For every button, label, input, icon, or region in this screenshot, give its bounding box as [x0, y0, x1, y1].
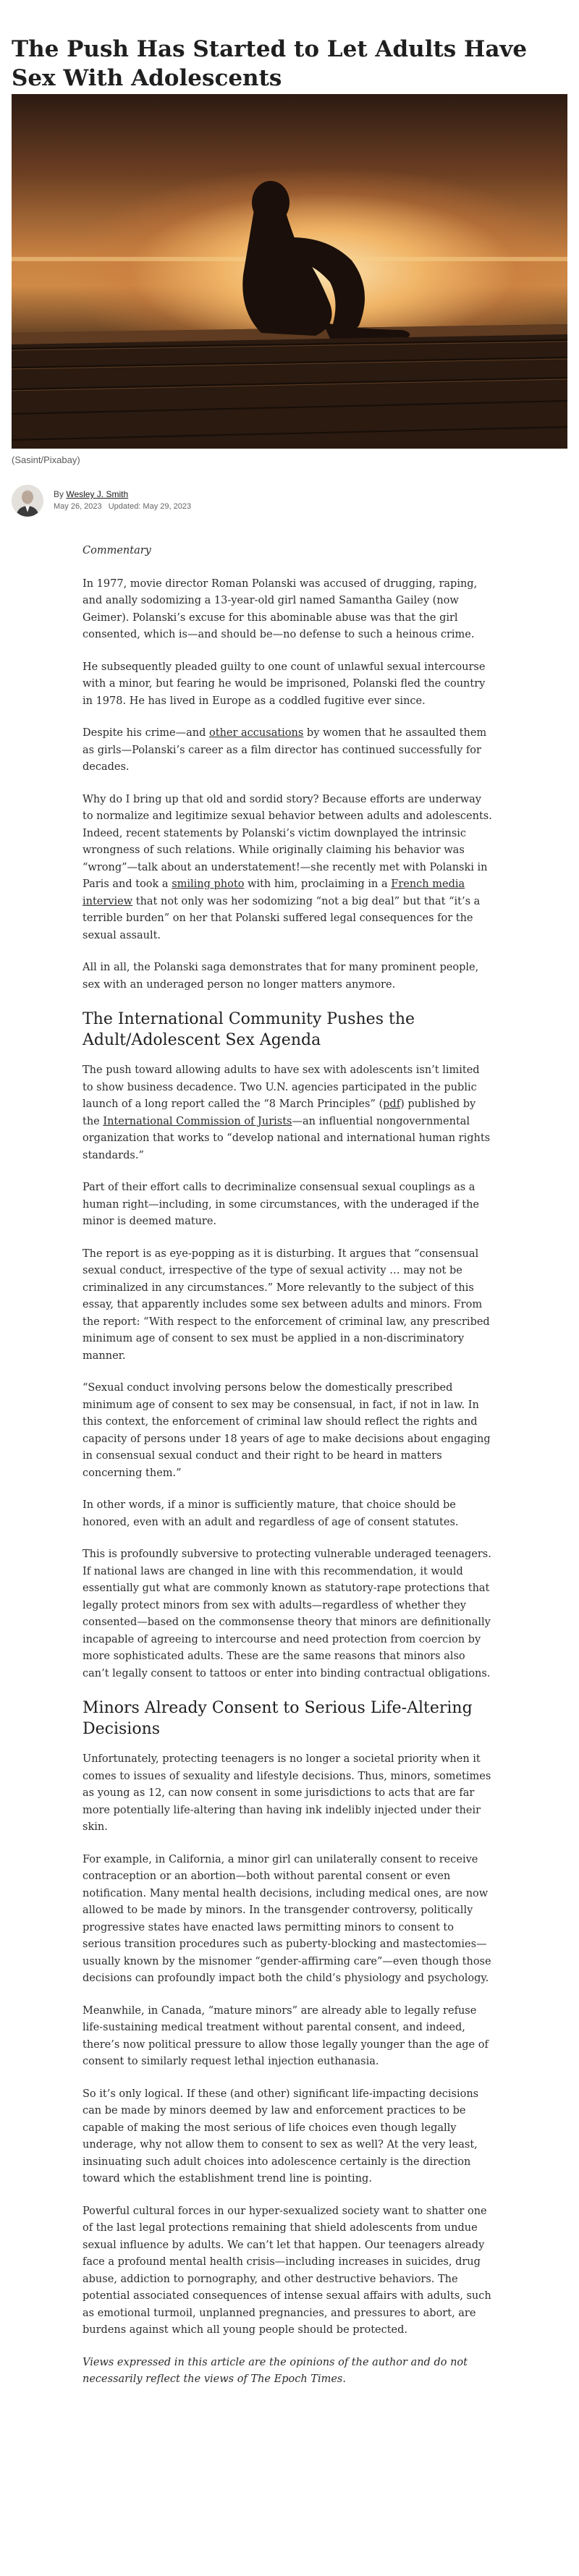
person-icon — [12, 485, 43, 517]
paragraph: Powerful cultural forces in our hyper-sexualized society want to shatter one of the last legal protections remaining that shield adolescents from undue sexual influence by adults. We can’t let that happen. Our teenagers already face a profound mental health crisis—including increases in suicides, drug abuse, addiction to pornography, and other destructive behaviors. The potential associated consequences of intense sexual affairs with adults, such as emotional turmoil, unplanned pregnancies, and pressures to abort, are burdens against which all young people should be protected. — [83, 2205, 491, 2336]
paragraph: This is profoundly subversive to protecting vulnerable underaged teenagers. If national laws are changed in line with this recommendation, it would essentially gut what are commonly known as statutory-rape protections that legally protect minors from sex with adults—regardless of whether they consented—based on the commonsense theory that minors are definitionally incapable of agreeing to intercourse and need protection from coercion by more sophisticated adults. These are the same reasons that minors also can’t legally consent to tattoos or enter into binding contractual obligations. — [83, 1548, 491, 1679]
section-heading: Minors Already Consent to Serious Life-Altering Decisions — [83, 1699, 473, 1738]
author-byline — [54, 489, 128, 499]
french-interview-link[interactable]: French media interview — [83, 878, 465, 907]
paragraph: Part of their effort calls to decriminalize consensual sexual couplings as a human right—including, in some circumstances, with the underaged if the minor is deemed mature. — [83, 1182, 479, 1227]
article-headline: The Push Has Started to Let Adults Have Sex With Adolescents — [12, 36, 528, 91]
paragraph: Meanwhile, in Canada, “mature minors” are already able to legally refuse life-sustaining medical treatment without parental consent, and indeed, there’s now political pressure to allow those legally younger than the age of consent to similarly request lethal injection euthanasia. — [83, 2004, 489, 2067]
text-span: ) published by the — [83, 1098, 476, 1127]
paragraph — [83, 725, 492, 776]
paragraph: Unfortunately, protecting teenagers is no longer a societal priority when it comes to issues of sexuality and lifestyle decisions. Thus, minors, sometimes as young as 12, can now consent in some jurisdictions to acts that are far more potentially life-altering than having ink indelibly injected under their skin. — [83, 1753, 491, 1833]
icj-link[interactable]: International Commission of Jurists — [103, 1115, 292, 1127]
paragraph: In 1977, movie director Roman Polanski was accused of drugging, raping, and anally sodomizing a 13-year-old girl named Samantha Gailey (now Geimer). Polanski’s excuse for this abominable abuse was that the girl consented, which is—and should be—no defense to such a heinous crime. — [83, 577, 478, 640]
hero-image — [12, 94, 567, 449]
paragraph: “Sexual conduct involving persons below the domestically prescribed minimum age of consent to sex may be consensual, in fact, if not in law. In this context, the enforcement of criminal law should reflect the rights and capacity of persons under 18 years of age to make decisions about engaging in consensual sexual conduct and their right to be heard in matters concerning them.” — [83, 1382, 491, 1479]
text-span: Despite his crime—and — [83, 727, 210, 739]
silhouette-photo-icon — [12, 94, 567, 449]
text-span: The push toward allowing adults to have sex with adolescents isn’t limited to show business decadence. Two U.N. agencies participated in the public launch of a long report called the “8 March Principles” ( — [83, 1064, 480, 1110]
section-heading: The International Community Pushes the Adult/Adolescent Sex Agenda — [83, 1010, 415, 1049]
image-caption: (Sasint/Pixabay) — [12, 454, 80, 465]
text-span: that not only was her sodomizing “not a big deal” but that “it’s a terrible burden” on her that Polanski suffered legal consequences for the sexual assault. — [83, 895, 481, 941]
author-row — [12, 485, 301, 520]
published-date: May 26, 2023 — [54, 502, 102, 511]
article-dates — [54, 502, 195, 511]
author-avatar[interactable] — [12, 485, 43, 517]
other-accusations-link[interactable]: other accusations — [209, 727, 304, 739]
article-body — [83, 543, 492, 2404]
paragraph: The report is as eye-popping as it is disturbing. It argues that “consensual sexual conduct, irrespective of the type of sexual activity … may not be criminalized in any circumstances.” More relevantly to the subject of this essay, that apparently includes some sex between adults and minors. From the report: “With respect to the enforcement of criminal law, any prescribed minimum age of consent to sex must be applied in a non-discriminatory manner. — [83, 1247, 490, 1362]
updated-date: Updated: May 29, 2023 — [108, 502, 192, 511]
byline-prefix: By — [54, 489, 67, 499]
author-name-link[interactable]: Wesley J. Smith — [66, 489, 129, 499]
text-span: with him, proclaiming in a — [244, 878, 392, 890]
paragraph — [83, 1062, 492, 1164]
paragraph: He subsequently pleaded guilty to one count of unlawful sexual intercourse with a minor, but fearing he would be imprisoned, Polanski fled the country in 1978. He has lived in Europe as a coddled fugitive ever since. — [83, 661, 486, 707]
paragraph: All in all, the Polanski saga demonstrates that for many prominent people, sex with an underaged person no longer matters anymore. — [83, 962, 479, 991]
paragraph: In other words, if a minor is sufficiently mature, that choice should be honored, even with an adult and regardless of age of consent statutes. — [83, 1499, 459, 1528]
text-span: Why do I bring up that old and sordid story? Because efforts are underway to normalize and legitimize sexual behavior between adults and adolescents. Indeed, recent statements by Polanski’s victim downplayed the intrinsic wrongness of such relations. While originally claiming his behavior was “wrong”—talk about an understatement!—she recently met with Polanski in Paris and took a — [83, 793, 492, 890]
author-disclaimer: Views expressed in this article are the opinions of the author and do not necessarily reflect the views of The Epoch Times. — [83, 2356, 468, 2385]
article-kicker: Commentary — [83, 545, 151, 556]
paragraph: So it’s only logical. If these (and other) significant life-impacting decisions can be made by minors deemed by law and enforcement practices to be capable of making the most serious of life choices even though legally underage, why not allow them to consent to sex as well? At the very least, insinuating such adult choices into adolescence certainly is the direction toward which the establishment trend line is pointing. — [83, 2088, 479, 2185]
text-span: by women that he assaulted them as girls—Polanski’s career as a film director has continued successfully for decades. — [83, 727, 487, 773]
text-span: —an influential nongovernmental organization that works to “develop national and international human rights standards.” — [83, 1115, 491, 1161]
paragraph — [83, 792, 492, 945]
pdf-link[interactable]: pdf — [383, 1098, 401, 1110]
smiling-photo-link[interactable]: smiling photo — [172, 878, 245, 890]
paragraph: For example, in California, a minor girl can unilaterally consent to receive contraception or an abortion—both without parental consent or even notification. Many mental health decisions, including medical ones, are now allowed to be made by minors. In the transgender controversy, politically progressive states have enacted laws permitting minors to consent to serious transition procedures such as puberty-blocking and mastectomies—usually known by the misnomer “gender-affirming care”—even though those decisions can profoundly impact both the child’s physiology and psychology. — [83, 1853, 491, 1984]
